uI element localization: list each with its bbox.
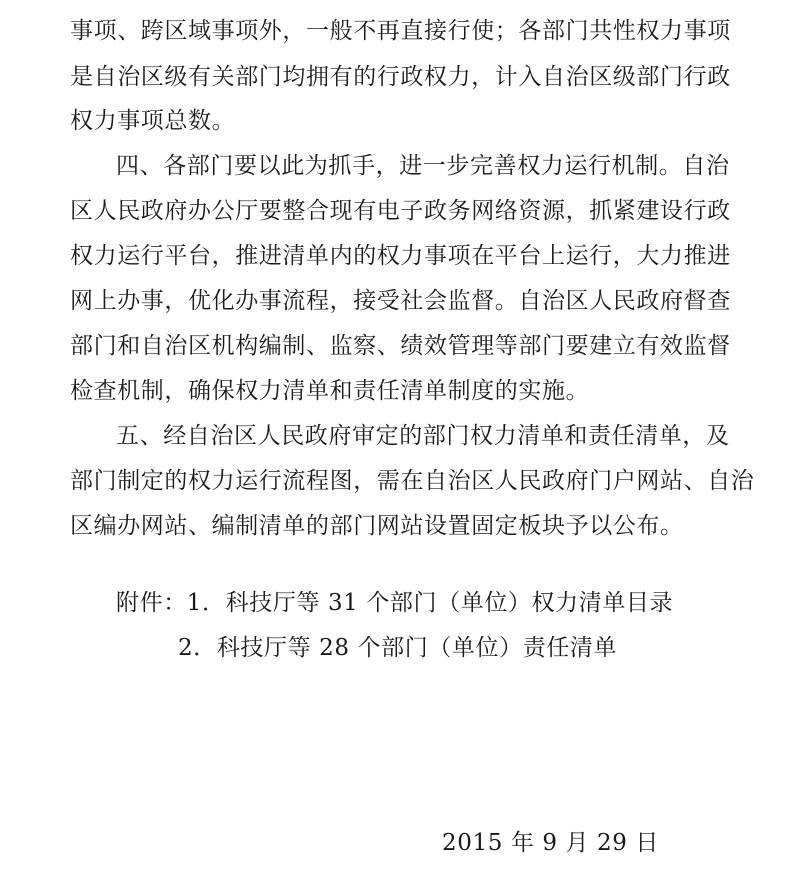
text-line: 检查机制，确保权力清单和责任清单制度的实施。 bbox=[70, 378, 590, 404]
paragraph-4-first-line: 四、各部门要以此为抓手，进一步完善权力运行机制。自治 bbox=[116, 153, 730, 179]
text-line: 部门和自治区机构编制、监察、绩效管理等部门要建立有效监督 bbox=[70, 333, 731, 359]
paragraph-5-first-line: 五、经自治区人民政府审定的部门权力清单和责任清单，及 bbox=[116, 423, 730, 449]
attachment-item-2: 2．科技厅等 28 个部门（单位）责任清单 bbox=[178, 635, 618, 661]
text-line: 权力事项总数。 bbox=[70, 108, 236, 134]
text-line: 是自治区级有关部门均拥有的行政权力，计入自治区级部门行政 bbox=[70, 64, 731, 90]
document-date: 2015 年 9 月 29 日 bbox=[442, 830, 659, 856]
text-line: 权力运行平台，推进清单内的权力事项在平台上运行，大力推进 bbox=[70, 243, 731, 269]
text-line: 区编办网站、编制清单的部门网站设置固定板块予以公布。 bbox=[70, 513, 684, 539]
text-line: 网上办事，优化办事流程，接受社会监督。自治区人民政府督查 bbox=[70, 288, 731, 314]
text-line: 区人民政府办公厅要整合现有电子政务网络资源，抓紧建设行政 bbox=[70, 198, 731, 224]
text-line: 部门制定的权力运行流程图，需在自治区人民政府门户网站、自治 bbox=[70, 468, 755, 494]
attachment-item-1: 附件：1．科技厅等 31 个部门（单位）权力清单目录 bbox=[116, 590, 674, 616]
text-line: 事项、跨区域事项外，一般不再直接行使；各部门共性权力事项 bbox=[70, 18, 731, 44]
